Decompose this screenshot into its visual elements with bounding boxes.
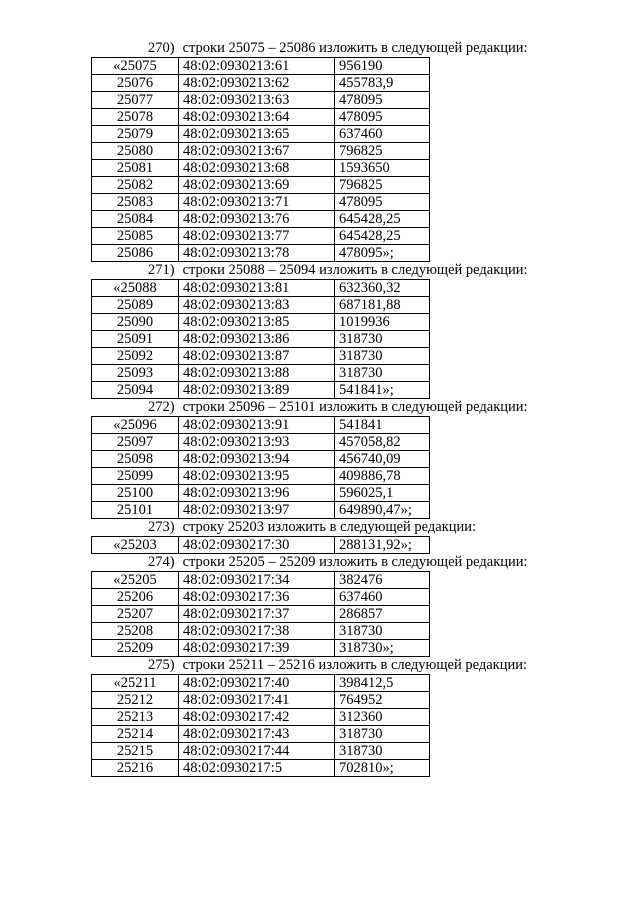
cadastral-number-cell: 48:02:0930217:43 [179, 726, 335, 743]
row-number-cell: «25203 [92, 537, 179, 554]
cadastral-number-cell: 48:02:0930213:68 [179, 160, 335, 177]
value-cell: 649890,47»; [335, 502, 430, 519]
cadastral-number-cell: 48:02:0930213:77 [179, 228, 335, 245]
cadastral-number-cell: 48:02:0930213:97 [179, 502, 335, 519]
table-row [92, 245, 430, 262]
table-row [92, 434, 430, 451]
row-number-cell: 25215 [92, 743, 179, 760]
value-cell: 478095»; [335, 245, 430, 262]
row-number-cell: 25100 [92, 485, 179, 502]
table-row [92, 126, 430, 143]
table-row [92, 743, 430, 760]
table-row [92, 92, 430, 109]
value-cell: 1593650 [335, 160, 430, 177]
row-number-cell: 25099 [92, 468, 179, 485]
cadastral-number-cell: 48:02:0930213:83 [179, 297, 335, 314]
cadastral-number-cell: 48:02:0930213:88 [179, 365, 335, 382]
cadastral-number-cell: 48:02:0930213:96 [179, 485, 335, 502]
value-cell: 596025,1 [335, 485, 430, 502]
amendment-number: 274) [148, 554, 175, 570]
table-row [92, 211, 430, 228]
amendment-heading [148, 262, 640, 279]
value-cell: 764952 [335, 692, 430, 709]
cadastral-number-cell: 48:02:0930213:89 [179, 382, 335, 399]
cadastral-number-cell: 48:02:0930217:40 [179, 675, 335, 692]
row-number-cell: 25213 [92, 709, 179, 726]
cadastral-number-cell: 48:02:0930217:37 [179, 606, 335, 623]
value-cell: 637460 [335, 126, 430, 143]
value-cell: 398412,5 [335, 675, 430, 692]
amendment-heading [148, 40, 640, 57]
cadastral-number-cell: 48:02:0930213:64 [179, 109, 335, 126]
document-page [0, 40, 640, 777]
table-row [92, 760, 430, 777]
row-number-cell: «25096 [92, 417, 179, 434]
table-row [92, 58, 430, 75]
value-cell: 1019936 [335, 314, 430, 331]
cadastral-number-cell: 48:02:0930213:65 [179, 126, 335, 143]
row-number-cell: 25077 [92, 92, 179, 109]
table-row [92, 348, 430, 365]
cadastral-number-cell: 48:02:0930213:86 [179, 331, 335, 348]
value-cell: 409886,78 [335, 468, 430, 485]
table-row [92, 485, 430, 502]
cadastral-number-cell: 48:02:0930213:95 [179, 468, 335, 485]
row-number-cell: 25090 [92, 314, 179, 331]
value-cell: 318730»; [335, 640, 430, 657]
cadastral-number-cell: 48:02:0930213:61 [179, 58, 335, 75]
value-cell: 478095 [335, 194, 430, 211]
cadastral-number-cell: 48:02:0930213:85 [179, 314, 335, 331]
table-row [92, 640, 430, 657]
table-row [92, 331, 430, 348]
row-number-cell: 25208 [92, 623, 179, 640]
value-cell: 645428,25 [335, 228, 430, 245]
cadastral-number-cell: 48:02:0930213:67 [179, 143, 335, 160]
value-cell: 286857 [335, 606, 430, 623]
table-row [92, 280, 430, 297]
table-row [92, 709, 430, 726]
value-cell: 541841»; [335, 382, 430, 399]
table-row [92, 692, 430, 709]
row-number-cell: 25079 [92, 126, 179, 143]
row-number-cell: 25206 [92, 589, 179, 606]
row-number-cell: 25081 [92, 160, 179, 177]
cadastral-number-cell: 48:02:0930217:41 [179, 692, 335, 709]
value-cell: 318730 [335, 743, 430, 760]
table-row [92, 502, 430, 519]
amendment-text: строки 25075 – 25086 изложить в следующей редакции: [182, 40, 528, 56]
value-cell: 456740,09 [335, 451, 430, 468]
row-number-cell: 25207 [92, 606, 179, 623]
value-cell: 632360,32 [335, 280, 430, 297]
amendment-table [91, 674, 430, 777]
row-number-cell: 25098 [92, 451, 179, 468]
amendment-text: строки 25096 – 25101 изложить в следующей редакции: [182, 399, 528, 415]
table-row [92, 297, 430, 314]
row-number-cell: 25216 [92, 760, 179, 777]
amendment-table [91, 536, 430, 554]
cadastral-number-cell: 48:02:0930213:94 [179, 451, 335, 468]
amendment-number: 271) [148, 262, 175, 278]
value-cell: 637460 [335, 589, 430, 606]
cadastral-number-cell: 48:02:0930217:30 [179, 537, 335, 554]
cadastral-number-cell: 48:02:0930213:78 [179, 245, 335, 262]
cadastral-number-cell: 48:02:0930217:39 [179, 640, 335, 657]
cadastral-number-cell: 48:02:0930213:76 [179, 211, 335, 228]
amendment-heading [148, 399, 640, 416]
value-cell: 382476 [335, 572, 430, 589]
value-cell: 288131,92»; [335, 537, 430, 554]
cadastral-number-cell: 48:02:0930213:93 [179, 434, 335, 451]
row-number-cell: «25088 [92, 280, 179, 297]
amendment-number: 272) [148, 399, 175, 415]
value-cell: 318730 [335, 331, 430, 348]
table-row [92, 228, 430, 245]
cadastral-number-cell: 48:02:0930217:38 [179, 623, 335, 640]
cadastral-number-cell: 48:02:0930217:36 [179, 589, 335, 606]
value-cell: 796825 [335, 177, 430, 194]
table-row [92, 382, 430, 399]
amendment-heading [148, 657, 640, 674]
value-cell: 318730 [335, 348, 430, 365]
value-cell: 318730 [335, 365, 430, 382]
amendment-heading [148, 519, 640, 536]
row-number-cell: «25211 [92, 675, 179, 692]
row-number-cell: 25085 [92, 228, 179, 245]
table-row [92, 537, 430, 554]
amendment-number: 273) [148, 519, 175, 535]
row-number-cell: 25093 [92, 365, 179, 382]
table-row [92, 726, 430, 743]
cadastral-number-cell: 48:02:0930213:91 [179, 417, 335, 434]
amendment-text: строки 25088 – 25094 изложить в следующей редакции: [182, 262, 528, 278]
table-row [92, 606, 430, 623]
row-number-cell: «25075 [92, 58, 179, 75]
amendment-table [91, 416, 430, 519]
cadastral-number-cell: 48:02:0930213:63 [179, 92, 335, 109]
table-row [92, 589, 430, 606]
amendment-table [91, 57, 430, 262]
value-cell: 457058,82 [335, 434, 430, 451]
row-number-cell: 25209 [92, 640, 179, 657]
cadastral-number-cell: 48:02:0930213:87 [179, 348, 335, 365]
table-row [92, 365, 430, 382]
value-cell: 796825 [335, 143, 430, 160]
amendment-table [91, 279, 430, 399]
row-number-cell: 25094 [92, 382, 179, 399]
amendment-text: строки 25205 – 25209 изложить в следующей редакции: [182, 554, 528, 570]
value-cell: 687181,88 [335, 297, 430, 314]
amendment-text: строку 25203 изложить в следующей редакции: [182, 519, 477, 535]
row-number-cell: 25092 [92, 348, 179, 365]
value-cell: 645428,25 [335, 211, 430, 228]
row-number-cell: 25082 [92, 177, 179, 194]
table-row [92, 623, 430, 640]
value-cell: 956190 [335, 58, 430, 75]
value-cell: 702810»; [335, 760, 430, 777]
table-row [92, 109, 430, 126]
cadastral-number-cell: 48:02:0930217:42 [179, 709, 335, 726]
row-number-cell: 25080 [92, 143, 179, 160]
table-row [92, 468, 430, 485]
row-number-cell: 25083 [92, 194, 179, 211]
table-row [92, 143, 430, 160]
table-row [92, 675, 430, 692]
value-cell: 455783,9 [335, 75, 430, 92]
cadastral-number-cell: 48:02:0930213:71 [179, 194, 335, 211]
cadastral-number-cell: 48:02:0930217:44 [179, 743, 335, 760]
amendment-number: 275) [148, 657, 175, 673]
row-number-cell: 25089 [92, 297, 179, 314]
table-row [92, 75, 430, 92]
cadastral-number-cell: 48:02:0930213:62 [179, 75, 335, 92]
table-row [92, 194, 430, 211]
value-cell: 312360 [335, 709, 430, 726]
table-row [92, 417, 430, 434]
table-row [92, 572, 430, 589]
row-number-cell: 25076 [92, 75, 179, 92]
row-number-cell: 25086 [92, 245, 179, 262]
amendment-number: 270) [148, 40, 175, 56]
table-row [92, 314, 430, 331]
row-number-cell: 25084 [92, 211, 179, 228]
row-number-cell: «25205 [92, 572, 179, 589]
row-number-cell: 25212 [92, 692, 179, 709]
row-number-cell: 25214 [92, 726, 179, 743]
cadastral-number-cell: 48:02:0930217:5 [179, 760, 335, 777]
row-number-cell: 25078 [92, 109, 179, 126]
cadastral-number-cell: 48:02:0930213:69 [179, 177, 335, 194]
value-cell: 318730 [335, 726, 430, 743]
table-row [92, 451, 430, 468]
value-cell: 478095 [335, 109, 430, 126]
cadastral-number-cell: 48:02:0930213:81 [179, 280, 335, 297]
row-number-cell: 25091 [92, 331, 179, 348]
row-number-cell: 25097 [92, 434, 179, 451]
amendment-table [91, 571, 430, 657]
table-row [92, 160, 430, 177]
value-cell: 318730 [335, 623, 430, 640]
table-row [92, 177, 430, 194]
amendment-text: строки 25211 – 25216 изложить в следующей редакции: [182, 657, 528, 673]
value-cell: 541841 [335, 417, 430, 434]
row-number-cell: 25101 [92, 502, 179, 519]
cadastral-number-cell: 48:02:0930217:34 [179, 572, 335, 589]
value-cell: 478095 [335, 92, 430, 109]
amendment-heading [148, 554, 640, 571]
